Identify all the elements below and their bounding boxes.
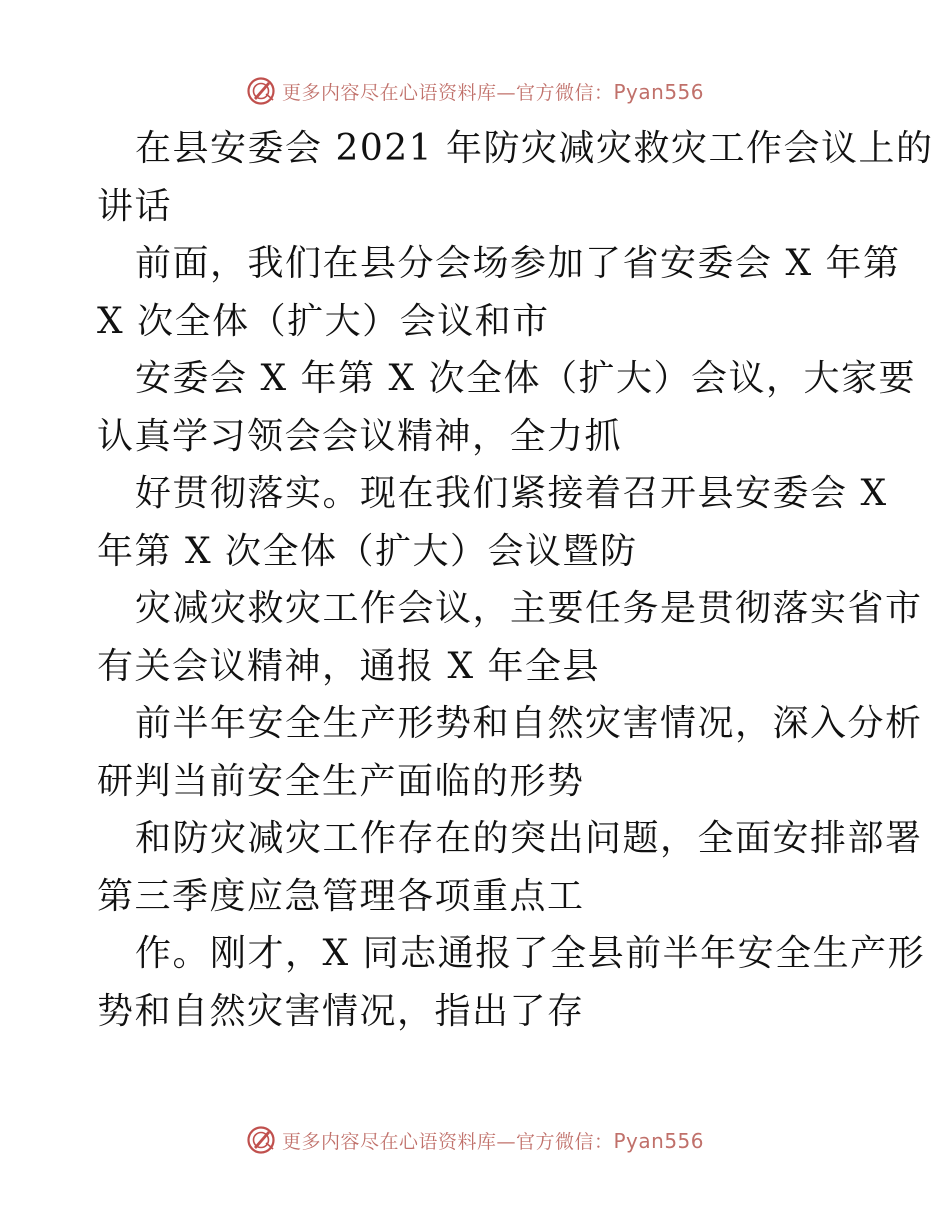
brand-logo-icon xyxy=(246,76,276,106)
text-line: 安委会 X 年第 X 次全体（扩大）会议，大家要 xyxy=(135,358,917,399)
watermark-id: Pyan556 xyxy=(613,79,705,104)
watermark-text xyxy=(282,78,704,105)
brand-logo-icon xyxy=(246,1125,276,1155)
footer-watermark xyxy=(0,1122,950,1158)
text-line: 研判当前安全生产面临的形势 xyxy=(97,760,585,802)
document-body xyxy=(97,120,934,1040)
watermark-label: 更多内容尽在心语资料库—官方微信： xyxy=(281,1130,614,1153)
watermark-label: 更多内容尽在心语资料库—官方微信： xyxy=(281,81,614,104)
header-watermark xyxy=(0,73,950,109)
text-line: 前半年安全生产形势和自然灾害情况，深入分析 xyxy=(135,703,923,744)
text-line: 和防灾减灾工作存在的突出问题，全面安排部署 xyxy=(135,818,923,859)
text-line: 有关会议精神，通报 X 年全县 xyxy=(97,645,601,687)
text-line: 灾减灾救灾工作会议，主要任务是贯彻落实省市 xyxy=(135,588,923,629)
text-line: 在县安委会 2021 年防灾减灾救灾工作会议上的 xyxy=(135,128,934,169)
text-line: 讲话 xyxy=(97,185,173,227)
text-line: 作。刚才，X 同志通报了全县前半年安全生产形 xyxy=(135,933,926,974)
text-line: 前面，我们在县分会场参加了省安委会 X 年第 xyxy=(135,243,901,284)
watermark-text xyxy=(282,1127,704,1154)
text-line: 好贯彻落实。现在我们紧接着召开县安委会 X xyxy=(135,473,888,514)
text-line: 势和自然灾害情况，指出了存 xyxy=(97,990,585,1032)
text-line: X 次全体（扩大）会议和市 xyxy=(97,300,550,342)
text-line: 年第 X 次全体（扩大）会议暨防 xyxy=(97,530,638,572)
text-line: 认真学习领会会议精神，全力抓 xyxy=(97,415,623,457)
watermark-id: Pyan556 xyxy=(613,1128,705,1153)
text-line: 第三季度应急管理各项重点工 xyxy=(97,875,585,917)
